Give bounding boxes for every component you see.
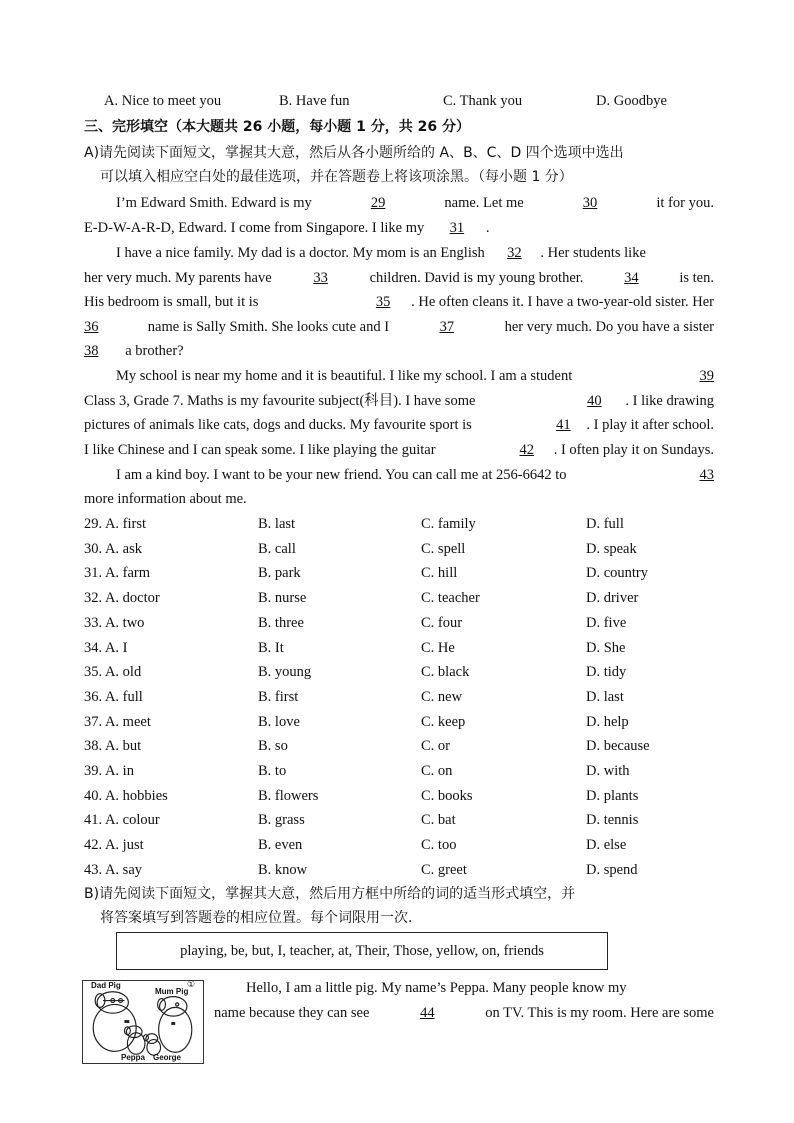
question-30-option-d: D. speak xyxy=(586,541,637,557)
passage-line xyxy=(116,243,714,263)
question-40-option-d: D. plants xyxy=(586,788,639,804)
question-33-option-a: 33. A. two xyxy=(84,615,145,631)
question-38-option-d: D. because xyxy=(586,738,650,754)
blank-40: 40 xyxy=(587,393,602,409)
question-38-option-c: C. or xyxy=(421,738,450,754)
image-label-dad: Dad Pig xyxy=(91,981,121,990)
passage-text: it for you. xyxy=(656,195,714,211)
passage-line: more information about me. xyxy=(84,491,247,507)
question-36-option-c: C. new xyxy=(421,689,463,705)
question-42-option-b: B. even xyxy=(258,837,303,853)
question-39-option-b: B. to xyxy=(258,763,287,779)
question-39-option-d: D. with xyxy=(586,763,630,779)
passage-text: My school is near my home and it is beautiful. I like my school. I am a student xyxy=(116,368,573,384)
blank-39: 39 xyxy=(699,368,714,384)
part-b-instructions-2: 将答案填写到答题卷的相应位置。每个词限用一次. xyxy=(100,910,413,926)
passage-text: I am a kind boy. I want to be your new friend. You can call me at 256-6642 to xyxy=(116,467,567,483)
question-43-option-a: 43. A. say xyxy=(84,862,142,878)
question-35-option-a: 35. A. old xyxy=(84,664,142,680)
question-32-option-a: 32. A. doctor xyxy=(84,590,160,606)
blank-33: 33 xyxy=(313,270,328,286)
question-37-option-c: C. keep xyxy=(421,714,466,730)
passage-text: her very much. Do you have a sister xyxy=(504,319,714,335)
question-29-option-a: 29. A. first xyxy=(84,516,147,532)
question-40-option-c: C. books xyxy=(421,788,473,804)
passage-text: . I like drawing xyxy=(625,393,714,409)
passage-text: Class 3, Grade 7. Maths is my favourite subject(科目). I have some xyxy=(84,393,476,409)
blank-37: 37 xyxy=(439,319,455,335)
question-38-option-a: 38. A. but xyxy=(84,738,142,754)
question-41-option-b: B. grass xyxy=(258,812,305,828)
passage-text: . I play it after school. xyxy=(586,417,714,433)
passage-line xyxy=(116,366,714,386)
question-34-option-d: D. She xyxy=(586,640,626,656)
passage-line xyxy=(84,317,714,337)
question-37-option-b: B. love xyxy=(258,714,300,730)
passage-text: her very much. My parents have xyxy=(84,270,272,286)
blank-30: 30 xyxy=(582,195,598,211)
prev-option-d: D. Goodbye xyxy=(596,93,667,109)
passage-text: His bedroom is small, but it is xyxy=(84,294,259,310)
question-33-option-d: D. five xyxy=(586,615,627,631)
passage-text: name is Sally Smith. She looks cute and I xyxy=(147,319,390,335)
image-label-george: George xyxy=(153,1053,182,1062)
question-38-option-b: B. so xyxy=(258,738,288,754)
question-40-option-a: 40. A. hobbies xyxy=(84,788,168,804)
passage-line xyxy=(84,440,714,460)
question-42-option-c: C. too xyxy=(421,837,457,853)
question-39-option-c: C. on xyxy=(421,763,453,779)
passage-line xyxy=(84,415,714,435)
question-31-option-c: C. hill xyxy=(421,565,458,581)
question-30-option-a: 30. A. ask xyxy=(84,541,142,557)
prev-option-a: A. Nice to meet you xyxy=(104,93,222,109)
word-box xyxy=(116,932,608,970)
passage-text: . xyxy=(485,220,490,236)
passage-text: I like Chinese and I can speak some. I like playing the guitar xyxy=(84,442,436,458)
passage-text: E-D-W-A-R-D, Edward. I come from Singapore. I like my xyxy=(84,220,425,236)
question-37-option-a: 37. A. meet xyxy=(84,714,151,730)
prev-option-b: B. Have fun xyxy=(279,93,350,109)
blank-36: 36 xyxy=(84,319,99,335)
blank-42: 42 xyxy=(519,442,534,458)
blank-35: 35 xyxy=(375,294,391,310)
word-box-text: playing, be, but, I, teacher, at, Their, Those, yellow, on, friends xyxy=(180,942,544,959)
part-a-instructions-2: 可以填入相应空白处的最佳选项，并在答题卷上将该项涂黑。（每小题 1 分） xyxy=(100,169,573,185)
question-32-option-d: D. driver xyxy=(586,590,639,606)
question-30-option-b: B. call xyxy=(258,541,296,557)
blank-41: 41 xyxy=(556,417,571,433)
question-34-option-a: 34. A. I xyxy=(84,640,128,656)
blank-29: 29 xyxy=(370,195,386,211)
blank-31: 31 xyxy=(449,220,465,236)
question-30-option-c: C. spell xyxy=(421,541,466,557)
part-b-text-line xyxy=(246,978,714,998)
question-31-option-d: D. country xyxy=(586,565,649,581)
question-35-option-d: D. tidy xyxy=(586,664,627,680)
passage-line xyxy=(116,193,714,213)
question-39-option-a: 39. A. in xyxy=(84,763,134,779)
part-b-text: on TV. This is my room. Here are some xyxy=(485,1005,714,1021)
question-35-option-b: B. young xyxy=(258,664,312,680)
passage-line xyxy=(84,292,714,312)
passage-text: a brother? xyxy=(125,343,184,359)
passage-line xyxy=(84,268,714,288)
question-35-option-c: C. black xyxy=(421,664,470,680)
prev-option-c: C. Thank you xyxy=(443,93,523,109)
question-43-option-d: D. spend xyxy=(586,862,638,878)
question-33-option-b: B. three xyxy=(258,615,304,631)
question-32-option-b: B. nurse xyxy=(258,590,307,606)
question-31-option-a: 31. A. farm xyxy=(84,565,151,581)
question-42-option-a: 42. A. just xyxy=(84,837,144,853)
passage-text: name. Let me xyxy=(444,195,524,211)
part-b-text-line xyxy=(214,1003,714,1023)
passage-text: . He often cleans it. I have a two-year-old sister. Her xyxy=(411,294,714,310)
blank-44: 44 xyxy=(420,1005,435,1021)
passage-line xyxy=(84,391,714,411)
passage-text: . Her students like xyxy=(540,245,646,261)
part-a-instructions-1: A)请先阅读下面短文，掌握其大意，然后从各小题所给的 A、B、C、D 四个选项中选出 xyxy=(84,145,624,161)
passage-text: . I often play it on Sundays. xyxy=(553,442,714,458)
question-43-option-c: C. greet xyxy=(421,862,467,878)
image-label-peppa: Peppa xyxy=(121,1053,146,1062)
part-b-instructions-1: B)请先阅读下面短文，掌握其大意，然后用方框中所给的词的适当形式填空，并 xyxy=(84,886,576,902)
blank-32: 32 xyxy=(507,245,522,261)
question-36-option-b: B. first xyxy=(258,689,299,705)
part-b-text: Hello, I am a little pig. My name’s Peppa. Many people know my xyxy=(246,980,627,996)
part-b-text: name because they can see xyxy=(214,1005,370,1021)
question-43-option-b: B. know xyxy=(258,862,308,878)
passage-line xyxy=(84,341,184,361)
passage-text: I’m Edward Smith. Edward is my xyxy=(116,195,312,211)
image-label-mum: Mum Pig xyxy=(155,987,189,996)
passage-line xyxy=(116,465,714,485)
blank-38: 38 xyxy=(84,343,99,359)
question-33-option-c: C. four xyxy=(421,615,463,631)
blank-34: 34 xyxy=(624,270,639,286)
question-29-option-b: B. last xyxy=(258,516,296,532)
question-41-option-d: D. tennis xyxy=(586,812,639,828)
question-41-option-c: C. bat xyxy=(421,812,456,828)
passage-line xyxy=(84,218,490,238)
image-label-number: ① xyxy=(187,980,196,990)
question-34-option-c: C. He xyxy=(421,640,455,656)
question-36-option-d: D. last xyxy=(586,689,624,705)
passage-text: pictures of animals like cats, dogs and ducks. My favourite sport is xyxy=(84,417,472,433)
question-32-option-c: C. teacher xyxy=(421,590,480,606)
passage-text: is ten. xyxy=(679,270,714,286)
question-29-option-c: C. family xyxy=(421,516,476,532)
question-29-option-d: D. full xyxy=(586,516,624,532)
passage-text: I have a nice family. My dad is a doctor. My mom is an English xyxy=(116,245,485,261)
peppa-family-image xyxy=(82,980,204,1064)
question-42-option-d: D. else xyxy=(586,837,627,853)
blank-43: 43 xyxy=(699,467,714,483)
passage-text: children. David is my young brother. xyxy=(369,270,584,286)
question-37-option-d: D. help xyxy=(586,714,629,730)
question-40-option-b: B. flowers xyxy=(258,788,319,804)
question-31-option-b: B. park xyxy=(258,565,301,581)
section-heading: 三、完形填空（本大题共 26 小题，每小题 1 分，共 26 分） xyxy=(84,119,470,135)
question-36-option-a: 36. A. full xyxy=(84,689,143,705)
question-41-option-a: 41. A. colour xyxy=(84,812,160,828)
question-34-option-b: B. It xyxy=(258,640,284,656)
